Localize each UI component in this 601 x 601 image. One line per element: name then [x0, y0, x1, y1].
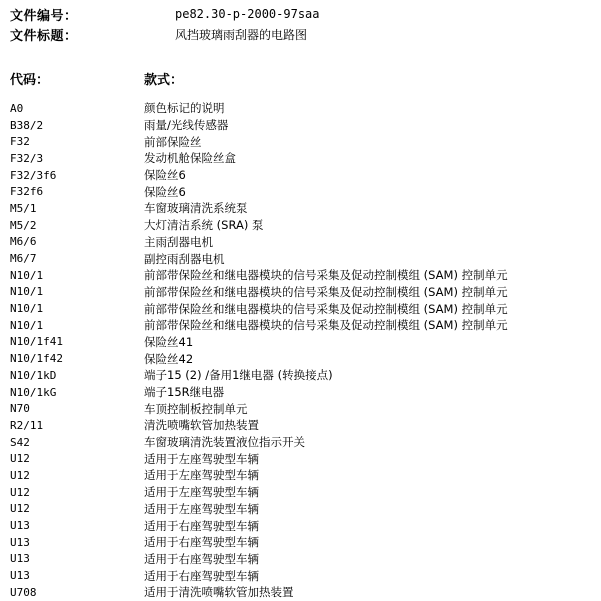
table-row	[10, 367, 595, 384]
row-description: 适用于右座驾驶型车辆	[144, 568, 259, 583]
row-code: N10/1	[10, 318, 44, 332]
table-row	[10, 384, 595, 401]
row-code: M5/1	[10, 201, 37, 215]
table-row	[10, 350, 595, 367]
table-row	[10, 150, 595, 167]
code-table	[10, 100, 595, 601]
row-code: M5/2	[10, 218, 37, 232]
table-row	[10, 100, 595, 117]
row-description: 适用于右座驾驶型车辆	[144, 535, 259, 550]
table-row	[10, 551, 595, 568]
table-row	[10, 400, 595, 417]
row-description: 保险丝41	[144, 334, 194, 349]
row-code: N10/1kG	[10, 385, 57, 399]
row-code: U12	[10, 452, 30, 466]
row-code: U12	[10, 485, 30, 499]
table-row	[10, 567, 595, 584]
row-code: N10/1f41	[10, 335, 63, 349]
row-description: 前部带保险丝和继电器模块的信号采集及促动控制模组 (SAM) 控制单元	[144, 318, 508, 333]
table-row	[10, 434, 595, 451]
file-title-label: 文件标题：	[10, 28, 78, 44]
file-number-row	[10, 6, 320, 22]
row-description: 前部带保险丝和继电器模块的信号采集及促动控制模组 (SAM) 控制单元	[144, 301, 508, 316]
row-code: U13	[10, 535, 30, 549]
table-row	[10, 200, 595, 217]
row-description: 发动机舱保险丝盒	[144, 151, 236, 166]
file-number-label: 文件编号：	[10, 8, 78, 24]
table-row	[10, 517, 595, 534]
row-code: S42	[10, 435, 30, 449]
row-code: M6/6	[10, 235, 37, 249]
table-row	[10, 250, 595, 267]
row-description: 保险丝6	[144, 184, 186, 199]
row-description: 适用于右座驾驶型车辆	[144, 551, 259, 566]
row-code: F32/3f6	[10, 168, 57, 182]
row-description: 车顶控制板控制单元	[144, 401, 248, 416]
row-code: N10/1	[10, 285, 44, 299]
table-row	[10, 484, 595, 501]
row-description: 适用于清洗喷嘴软管加热装置	[144, 585, 294, 600]
row-code: M6/7	[10, 252, 37, 266]
table-row	[10, 450, 595, 467]
style-header: 款式：	[144, 73, 184, 88]
row-code: F32f6	[10, 185, 44, 199]
row-description: 适用于右座驾驶型车辆	[144, 518, 259, 533]
row-code: U13	[10, 519, 30, 533]
row-code: U12	[10, 468, 30, 482]
table-row	[10, 584, 595, 601]
file-title-row	[10, 26, 307, 42]
table-row	[10, 183, 595, 200]
row-description: 主雨刮器电机	[144, 234, 213, 249]
table-row	[10, 217, 595, 234]
table-row	[10, 133, 595, 150]
table-row	[10, 467, 595, 484]
row-description: 适用于左座驾驶型车辆	[144, 501, 259, 516]
row-code: U13	[10, 569, 30, 583]
table-row	[10, 300, 595, 317]
file-number-value: pe82.30-p-2000-97saa	[175, 7, 320, 21]
row-description: 端子15R继电器	[144, 385, 225, 400]
row-description: 前部带保险丝和继电器模块的信号采集及促动控制模组 (SAM) 控制单元	[144, 284, 508, 299]
row-code: N10/1	[10, 268, 44, 282]
table-header	[10, 69, 183, 88]
row-code: A0	[10, 101, 24, 115]
table-row	[10, 234, 595, 251]
row-description: 保险丝6	[144, 168, 186, 183]
row-code: F32/3	[10, 151, 44, 165]
row-description: 雨量/光线传感器	[144, 118, 229, 133]
row-description: 适用于左座驾驶型车辆	[144, 485, 259, 500]
row-code: F32	[10, 135, 30, 149]
row-description: 前部带保险丝和继电器模块的信号采集及促动控制模组 (SAM) 控制单元	[144, 268, 508, 283]
row-code: B38/2	[10, 118, 44, 132]
row-code: U708	[10, 585, 37, 599]
file-title-value: 风挡玻璃雨刮器的电路图	[175, 27, 308, 42]
row-code: N70	[10, 402, 30, 416]
row-description: 适用于左座驾驶型车辆	[144, 451, 259, 466]
row-code: N10/1f42	[10, 352, 63, 366]
row-description: 副控雨刮器电机	[144, 251, 225, 266]
row-description: 大灯清洁系统 (SRA) 泵	[144, 218, 264, 233]
row-code: U12	[10, 502, 30, 516]
table-row	[10, 284, 595, 301]
row-description: 适用于左座驾驶型车辆	[144, 468, 259, 483]
row-description: 车窗玻璃清洗系统泵	[144, 201, 248, 216]
table-row	[10, 417, 595, 434]
table-row	[10, 334, 595, 351]
table-row	[10, 317, 595, 334]
row-description: 清洗喷嘴软管加热装置	[144, 418, 259, 433]
table-row	[10, 167, 595, 184]
row-code: U13	[10, 552, 30, 566]
table-row	[10, 501, 595, 518]
row-description: 前部保险丝	[144, 134, 202, 149]
row-code: N10/1kD	[10, 368, 57, 382]
table-row	[10, 267, 595, 284]
row-description: 车窗玻璃清洗装置液位指示开关	[144, 435, 305, 450]
table-row	[10, 117, 595, 134]
table-row	[10, 534, 595, 551]
row-description: 保险丝42	[144, 351, 194, 366]
row-code: R2/11	[10, 418, 44, 432]
row-code: N10/1	[10, 302, 44, 316]
row-description: 端子15 (2) /备用1继电器 (转换接点)	[144, 368, 333, 383]
code-header: 代码：	[10, 73, 50, 88]
row-description: 颜色标记的说明	[144, 101, 225, 116]
